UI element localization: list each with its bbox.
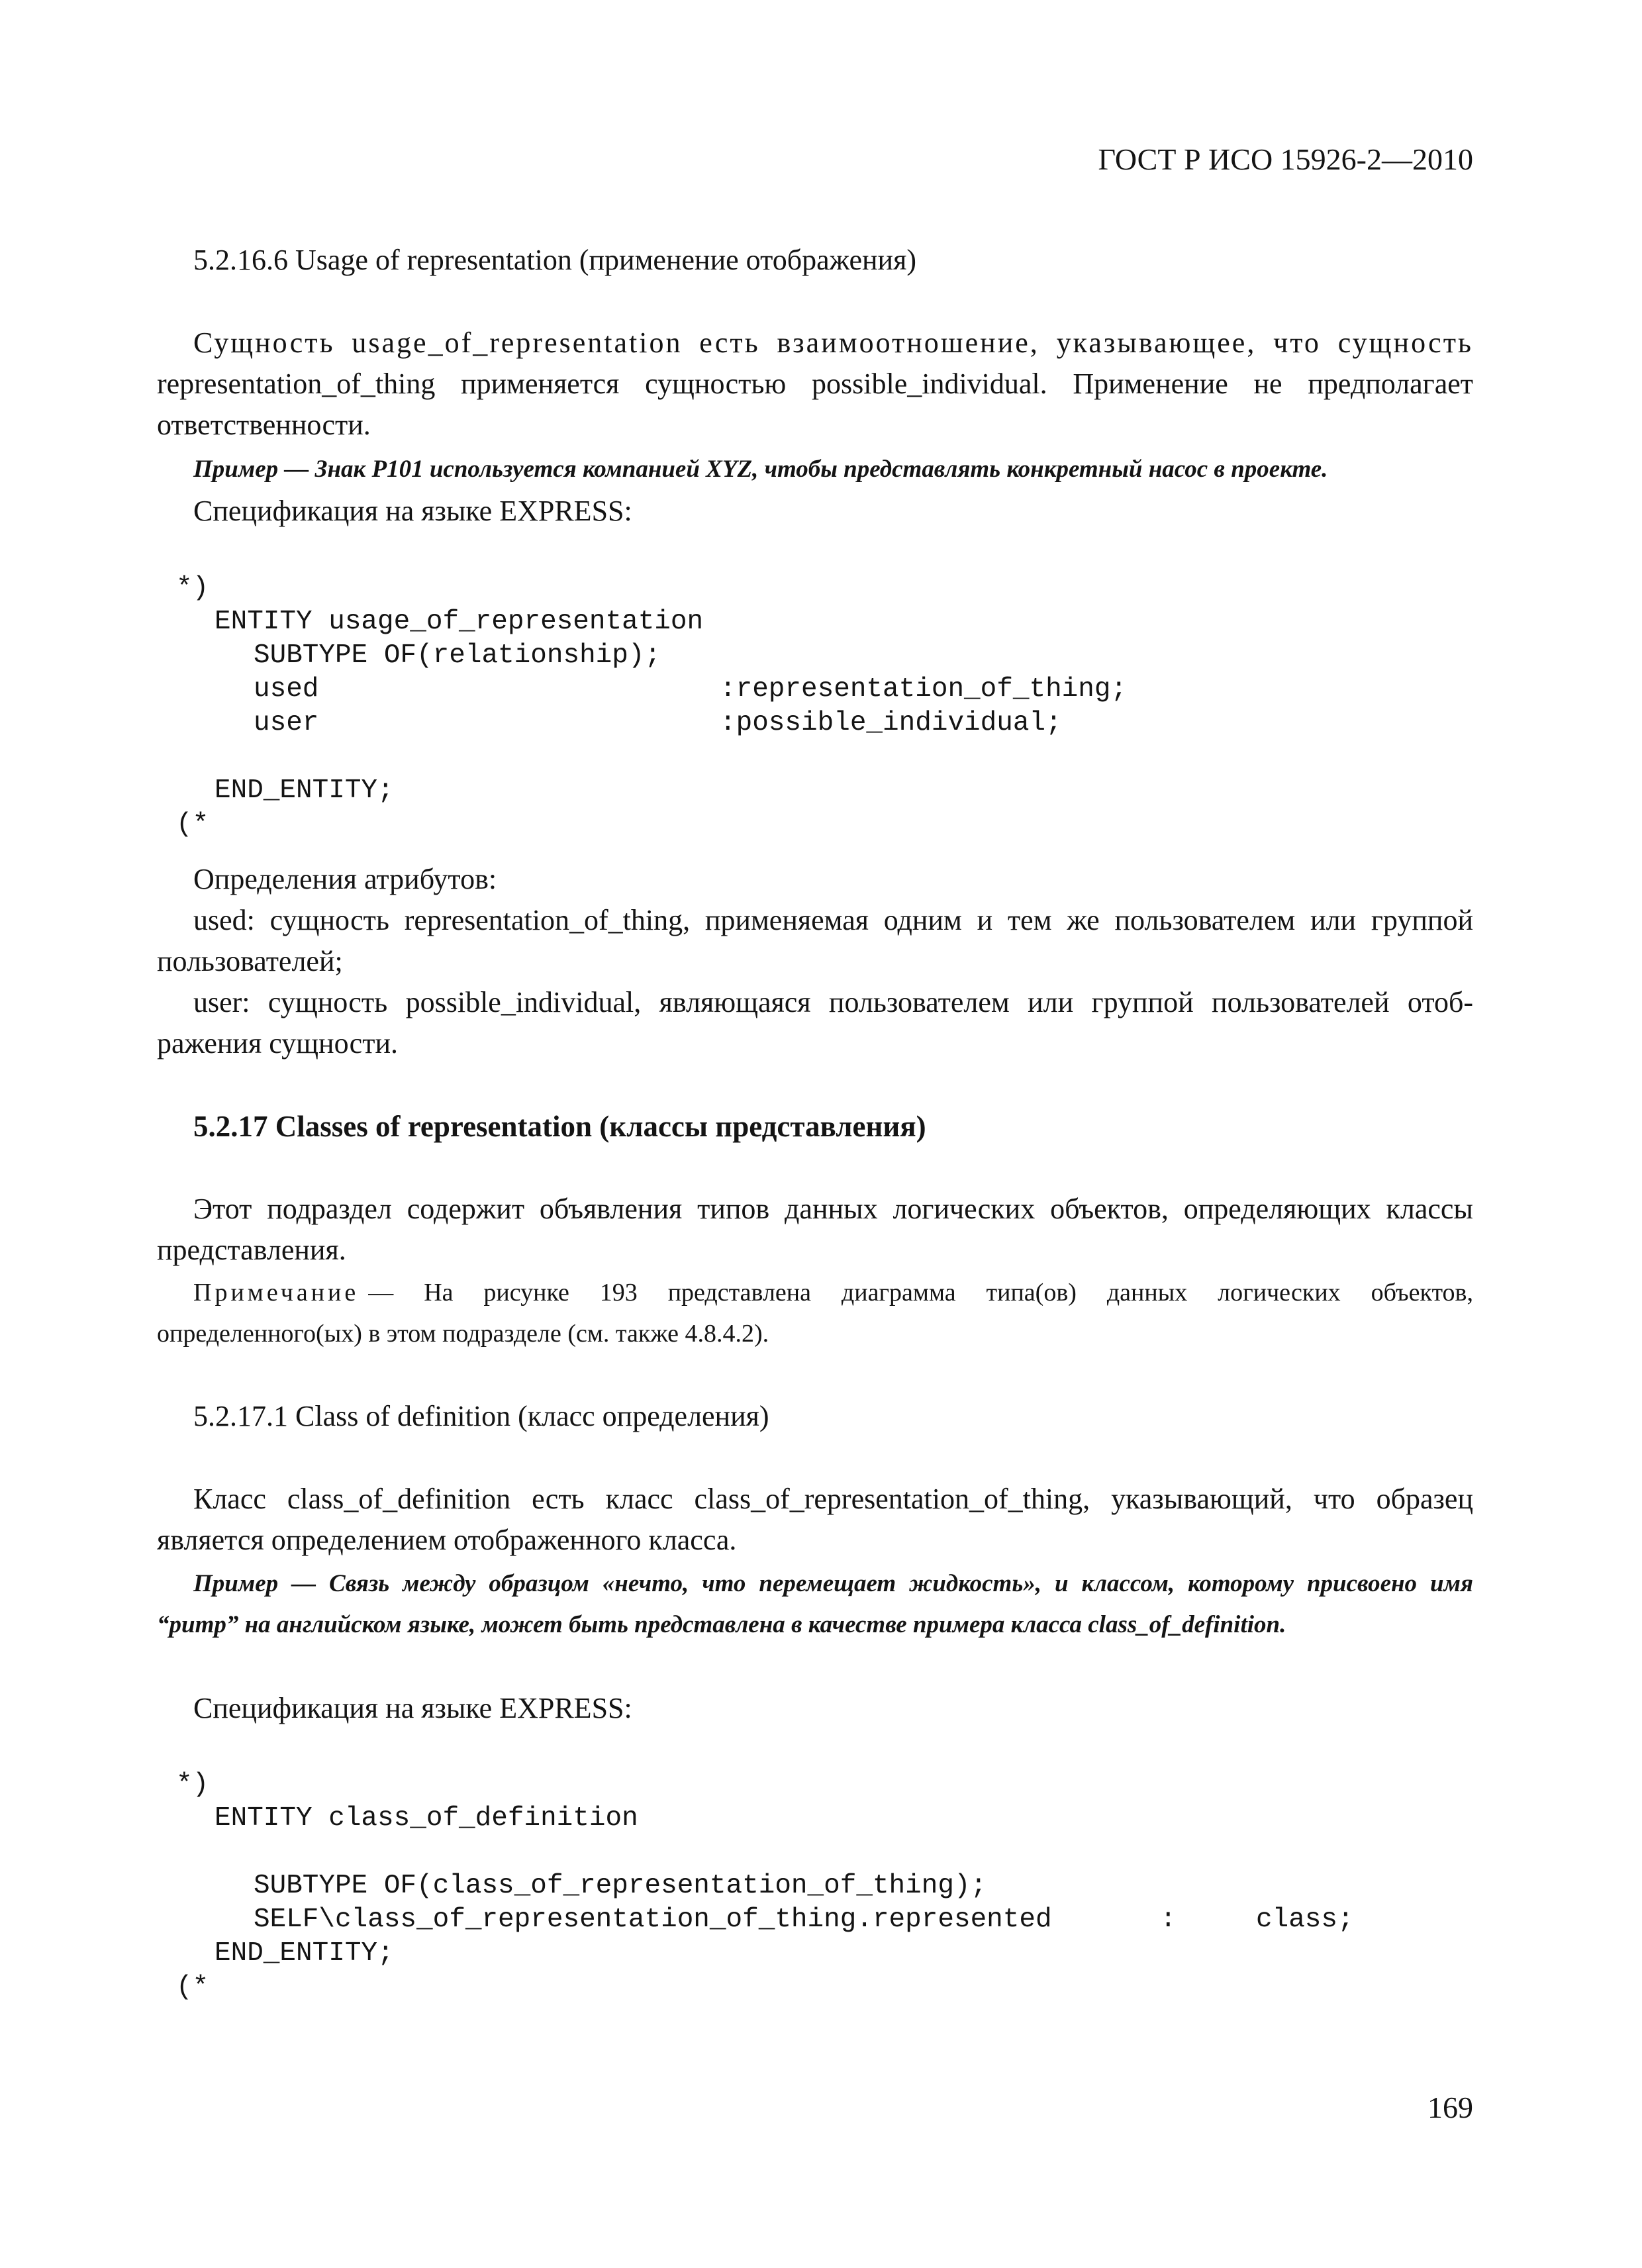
- example-text: Пример — Связь между образцом «нечто, что перемещает жидкость», и классом, которому присвоено имя: [193, 1570, 1473, 1597]
- code-line: SUBTYPE OF(relationship);: [254, 640, 661, 671]
- paragraph-line: representation_of_thing применяется сущностью possible_individual. Применение не предполагает: [157, 368, 1473, 400]
- code-line: (*: [176, 809, 209, 840]
- note-line: [193, 1272, 1473, 1313]
- code-line: :possible_individual;: [720, 708, 1062, 738]
- code-line: class;: [1256, 1904, 1354, 1935]
- note-label: Примечание: [193, 1279, 360, 1307]
- paragraph-line: Сущность usage_of_representation есть взаимоотношение, указывающее, что сущность: [193, 326, 1473, 359]
- paragraph-line: Класс class_of_definition есть класс class_of_representation_of_thing, указывающий, что образец: [193, 1483, 1473, 1515]
- attr-def-line: пользователей;: [157, 945, 343, 977]
- code-line: END_ENTITY;: [215, 1938, 394, 1969]
- code-line: ENTITY usage_of_representation: [215, 607, 704, 637]
- code-line: (*: [176, 1972, 209, 2002]
- code-line: *): [176, 1769, 209, 1800]
- code-line: *): [176, 573, 209, 603]
- section-heading: 5.2.16.6 Usage of representation (применение отображения): [193, 244, 916, 276]
- attr-def-line: user: сущность possible_individual, являющаяся пользователем или группой пользователей отоб-: [193, 986, 1473, 1018]
- spec-label: Спецификация на языке EXPRESS:: [193, 495, 632, 527]
- section-heading: 5.2.17.1 Class of definition (класс определения): [193, 1400, 769, 1432]
- note-line: определенного(ых) в этом подразделе (см. также 4.8.4.2).: [157, 1320, 769, 1348]
- code-line: used: [254, 674, 319, 705]
- code-line: SELF\class_of_representation_of_thing.represented: [254, 1904, 1052, 1935]
- paragraph-line: представления.: [157, 1234, 346, 1266]
- paragraph-line: ответственности.: [157, 409, 371, 441]
- section-heading-bold: 5.2.17 Classes of representation (классы представления): [193, 1110, 926, 1143]
- code-line: SUBTYPE OF(class_of_representation_of_thing);: [254, 1871, 987, 1901]
- code-line: :: [1160, 1904, 1177, 1935]
- code-line: END_ENTITY;: [215, 775, 394, 806]
- code-line: :representation_of_thing;: [720, 674, 1128, 705]
- example-text: “pump” на английском языке, может быть представлена в качестве примера класса class_of_definition.: [157, 1611, 1286, 1638]
- note-text: — На рисунке 193 представлена диаграмма типа(ов) данных логических объектов,: [368, 1279, 1473, 1307]
- page-number: 169: [1427, 2091, 1473, 2124]
- attr-def-line: used: сущность representation_of_thing, применяемая одним и тем же пользователем или группой: [193, 904, 1473, 936]
- attr-defs-title: Определения атрибутов:: [193, 863, 497, 895]
- code-line: ENTITY class_of_definition: [215, 1803, 638, 1834]
- paragraph-line: Этот подраздел содержит объявления типов данных логических объектов, определяющих классы: [193, 1193, 1473, 1225]
- code-line: user: [254, 708, 319, 738]
- attr-def-line: ражения сущности.: [157, 1027, 398, 1060]
- paragraph-line: является определением отображенного класса.: [157, 1524, 737, 1556]
- example-text: Пример — Знак Р101 используется компанией XYZ, чтобы представлять конкретный насос в проекте.: [193, 456, 1328, 483]
- spec-label: Спецификация на языке EXPRESS:: [193, 1692, 632, 1724]
- document-standard-number: ГОСТ Р ИСО 15926-2—2010: [1098, 142, 1473, 176]
